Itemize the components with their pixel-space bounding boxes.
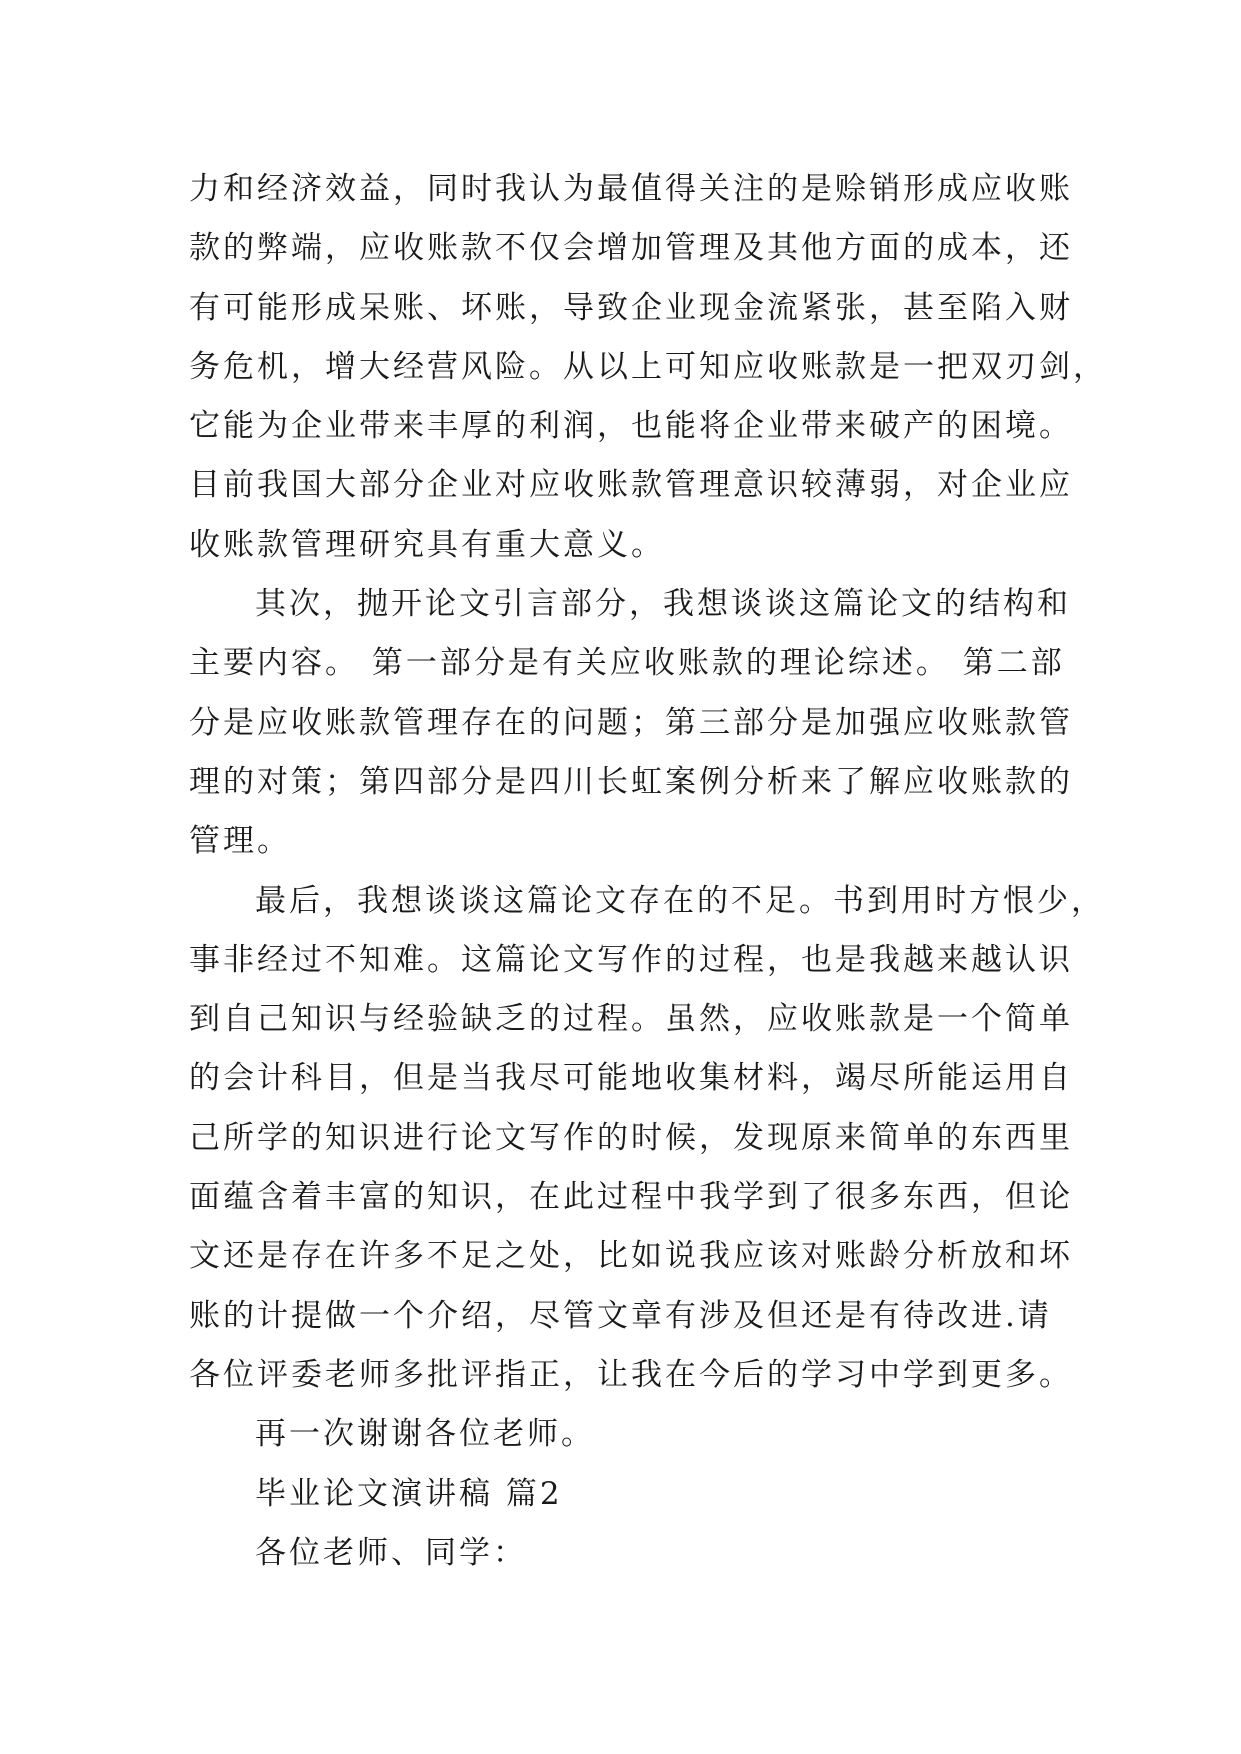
paragraph-line: 它能为企业带来丰厚的利润，也能将企业带来破产的困境。: [189, 408, 1073, 445]
closing-line: 再一次谢谢各位老师。: [255, 1416, 595, 1453]
paragraph-line: 各位评委老师多批评指正，让我在今后的学习中学到更多。: [189, 1356, 1073, 1393]
paragraph-line: 理的对策；第四部分是四川长虹案例分析来了解应收账款的: [189, 763, 1073, 800]
paragraph-line: 文还是存在许多不足之处，比如说我应该对账龄分析放和坏: [189, 1238, 1073, 1275]
paragraph-line: 最后，我想谈谈这篇论文存在的不足。书到用时方恨少，: [255, 882, 1105, 919]
paragraph-line: 收账款管理研究具有重大意义。: [189, 526, 665, 563]
document-body: [189, 160, 1107, 1583]
paragraph-line: 己所学的知识进行论文写作的时候，发现原来简单的东西里: [189, 1119, 1073, 1156]
paragraph-line: 务危机，增大经营风险。从以上可知应收账款是一把双刃剑，: [189, 348, 1107, 385]
paragraph-line: 账的计提做一个介绍，尽管文章有涉及但还是有待改进.请: [189, 1297, 1052, 1334]
paragraph-line: 到自己知识与经验缺乏的过程。虽然，应收账款是一个简单: [189, 1001, 1073, 1038]
paragraph-line: 其次，抛开论文引言部分，我想谈谈这篇论文的结构和: [255, 586, 1071, 623]
paragraph-line: 分是应收账款管理存在的问题；第三部分是加强应收账款管: [189, 704, 1073, 741]
paragraph-line: 管理。: [189, 823, 291, 860]
section-heading: 毕业论文演讲稿 篇2: [255, 1475, 563, 1512]
paragraph-line: 目前我国大部分企业对应收账款管理意识较薄弱，对企业应: [189, 467, 1073, 504]
paragraph-line: 面蕴含着丰富的知识，在此过程中我学到了很多东西，但论: [189, 1179, 1073, 1216]
paragraph-line: 事非经过不知难。这篇论文写作的过程，也是我越来越认识: [189, 941, 1073, 978]
paragraph-line: 的会计科目，但是当我尽可能地收集材料，竭尽所能运用自: [189, 1060, 1073, 1097]
paragraph-line: 有可能形成呆账、坏账，导致企业现金流紧张，甚至陷入财: [189, 289, 1073, 326]
paragraph-line: 款的弊端，应收账款不仅会增加管理及其他方面的成本，还: [189, 230, 1073, 267]
paragraph-line: 主要内容。 第一部分是有关应收账款的理论综述。 第二部: [189, 645, 1065, 682]
salutation-line: 各位老师、同学：: [255, 1534, 527, 1571]
paragraph-line: 力和经济效益，同时我认为最值得关注的是赊销形成应收账: [189, 171, 1073, 207]
